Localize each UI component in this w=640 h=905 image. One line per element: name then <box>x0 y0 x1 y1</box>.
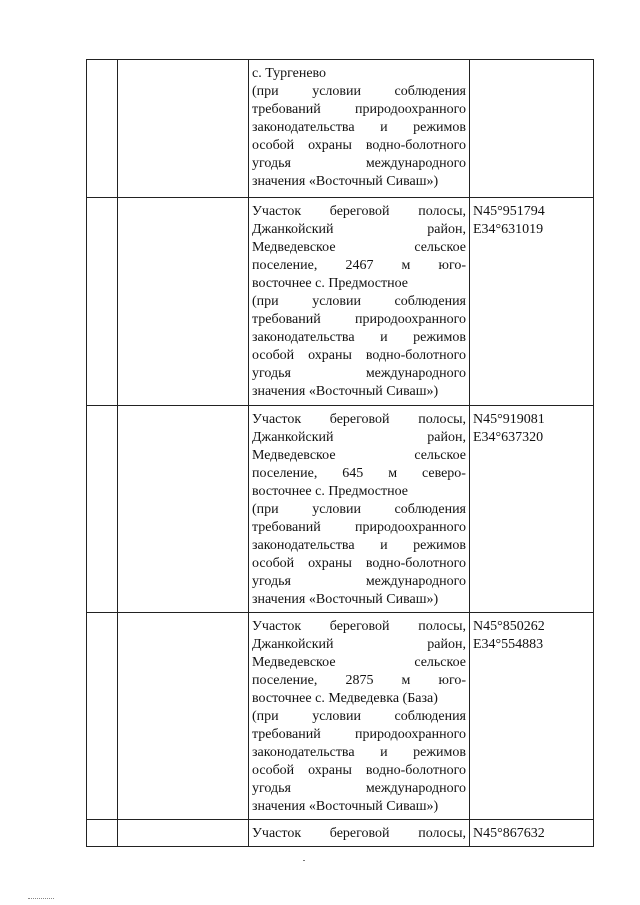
coordinates-cell <box>470 820 594 847</box>
location-line: требований природоохранного <box>252 102 466 117</box>
row-number-cell <box>87 820 118 847</box>
location-line: угодья международного <box>252 366 466 381</box>
location-line: особой охраны водно-болотного <box>252 556 466 571</box>
longitude-value: E34°637320 <box>473 430 544 445</box>
location-line: законодательства и режимов <box>252 538 466 553</box>
location-cell <box>249 406 470 613</box>
location-line: Медведевское сельское <box>252 655 466 670</box>
location-line: (при условии соблюдения <box>252 709 466 724</box>
location-line: с. Тургенево <box>252 66 327 81</box>
location-line: Джанкойский район, <box>252 222 466 237</box>
location-line: законодательства и режимов <box>252 745 466 760</box>
location-line: угодья международного <box>252 781 466 796</box>
category-cell <box>118 60 249 198</box>
table-row <box>87 613 594 820</box>
coordinates-cell <box>470 198 594 406</box>
location-line: Участок береговой полосы, <box>252 412 466 427</box>
location-cell <box>249 613 470 820</box>
latitude-value: N45°919081 <box>473 412 545 427</box>
coordinates-cell <box>470 613 594 820</box>
location-line: законодательства и режимов <box>252 120 466 135</box>
row-number-cell <box>87 198 118 406</box>
location-line: значения «Восточный Сиваш») <box>252 799 439 814</box>
location-line: особой охраны водно-болотного <box>252 138 466 153</box>
location-line: (при условии соблюдения <box>252 294 466 309</box>
table-row <box>87 60 594 198</box>
row-number-cell <box>87 60 118 198</box>
location-line: поселение, 2467 м юго- <box>252 258 466 273</box>
location-line: Джанкойский район, <box>252 430 466 445</box>
location-line: Медведевское сельское <box>252 240 466 255</box>
coordinates-cell <box>470 406 594 613</box>
table-row <box>87 406 594 613</box>
location-cell <box>249 60 470 198</box>
row-number-cell <box>87 613 118 820</box>
location-line: поселение, 2875 м юго- <box>252 673 466 688</box>
latitude-value: N45°850262 <box>473 619 545 634</box>
location-line: законодательства и режимов <box>252 330 466 345</box>
location-line: Медведевское сельское <box>252 448 466 463</box>
location-line: требований природоохранного <box>252 727 466 742</box>
location-line: значения «Восточный Сиваш») <box>252 174 439 189</box>
location-line: требований природоохранного <box>252 520 466 535</box>
location-line: значения «Восточный Сиваш») <box>252 592 439 607</box>
longitude-value: E34°631019 <box>473 222 544 237</box>
category-cell <box>118 820 249 847</box>
location-line: восточнее с. Предмостное <box>252 276 409 291</box>
location-line: Участок береговой полосы, <box>252 619 466 634</box>
location-line: требований природоохранного <box>252 312 466 327</box>
sites-table-body <box>87 60 594 847</box>
latitude-value: N45°951794 <box>473 204 545 219</box>
scan-footer-mark <box>28 898 54 900</box>
coordinates-cell <box>470 60 594 198</box>
location-line: особой охраны водно-болотного <box>252 348 466 363</box>
location-line: угодья международного <box>252 156 466 171</box>
row-number-cell <box>87 406 118 613</box>
location-line: значения «Восточный Сиваш») <box>252 384 439 399</box>
location-line: угодья международного <box>252 574 466 589</box>
location-line: поселение, 645 м северо- <box>252 466 466 481</box>
latitude-value: N45°867632 <box>473 826 545 841</box>
table-row <box>87 198 594 406</box>
category-cell <box>118 198 249 406</box>
location-line: восточнее с. Предмостное <box>252 484 409 499</box>
category-cell <box>118 406 249 613</box>
location-line: Джанкойский район, <box>252 637 466 652</box>
longitude-value: E34°554883 <box>473 637 544 652</box>
location-line: (при условии соблюдения <box>252 84 466 99</box>
location-line: особой охраны водно-болотного <box>252 763 466 778</box>
location-cell <box>249 198 470 406</box>
category-cell <box>118 613 249 820</box>
location-cell <box>249 820 470 847</box>
location-line: (при условии соблюдения <box>252 502 466 517</box>
table-row <box>87 820 594 847</box>
sites-table <box>86 59 594 847</box>
location-line: Участок береговой полосы, <box>252 826 466 841</box>
location-line: Участок береговой полосы, <box>252 204 466 219</box>
scan-speck <box>303 860 305 861</box>
location-line: восточнее с. Медведевка (База) <box>252 691 438 706</box>
